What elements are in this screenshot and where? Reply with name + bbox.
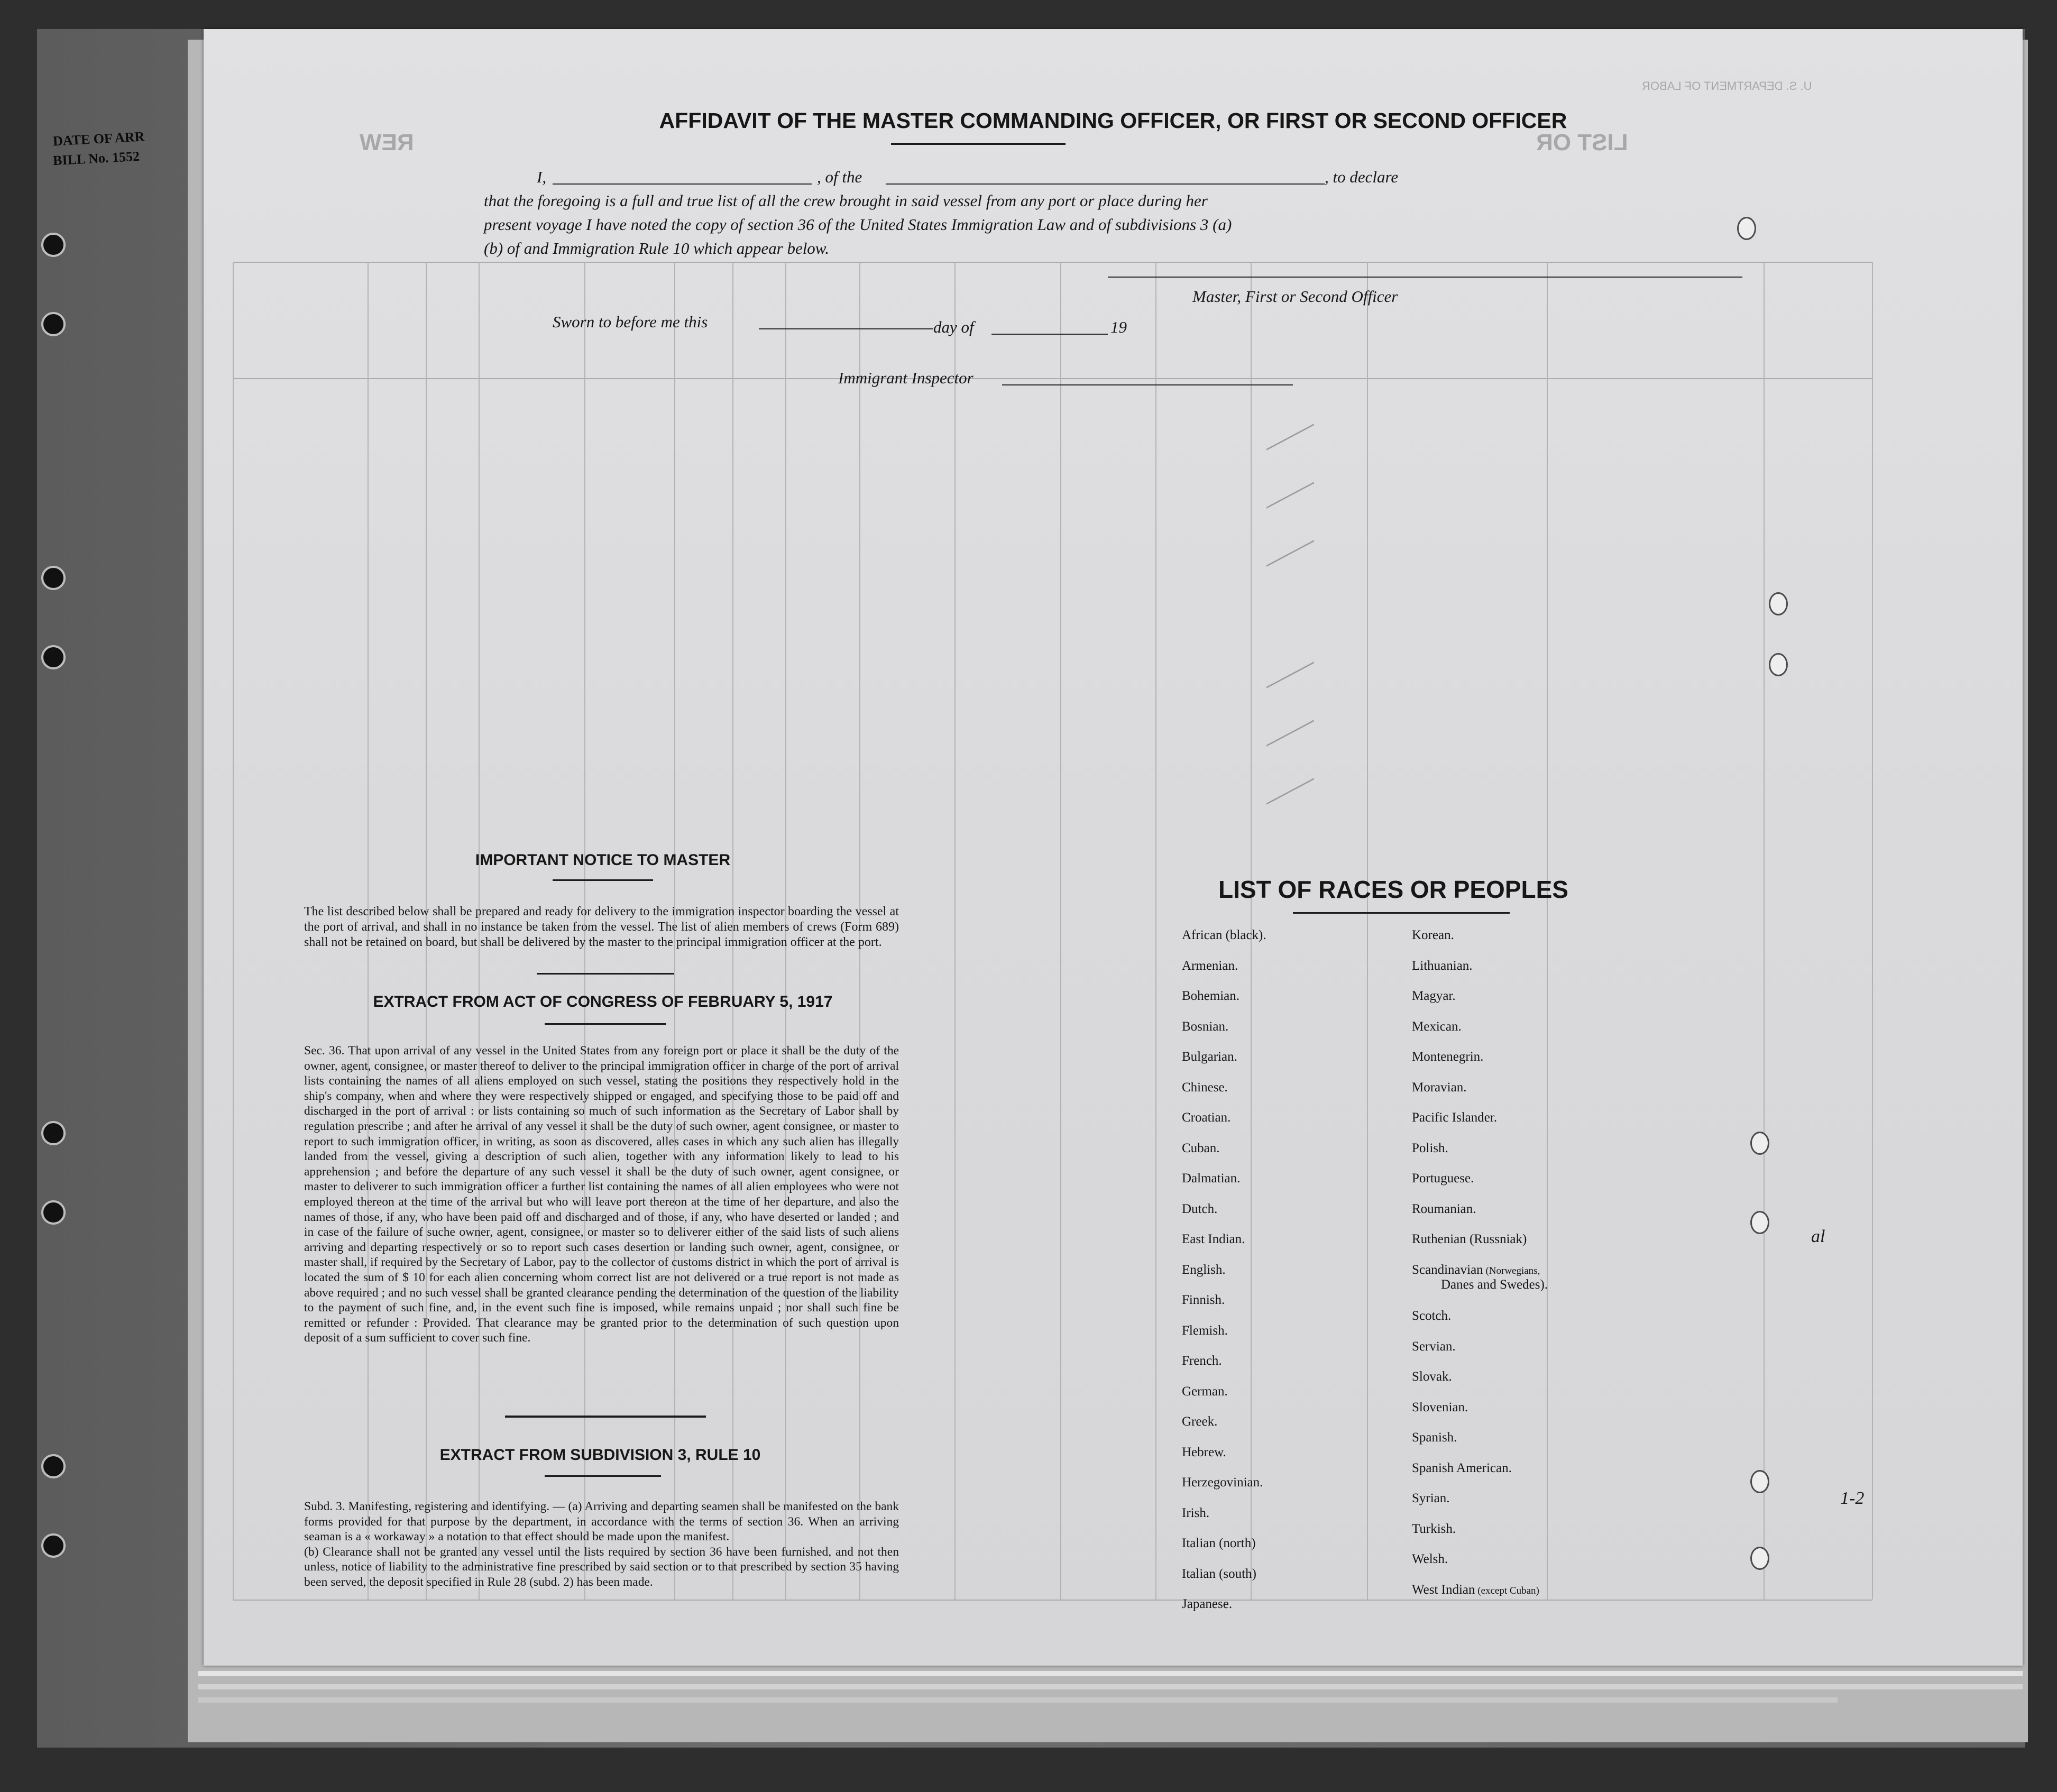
- bleed-check: [1266, 704, 1314, 747]
- race-name: Flemish.: [1182, 1323, 1228, 1338]
- bleed-list-title: LIST OR: [1536, 130, 1628, 155]
- races-left-column: [1182, 928, 1409, 1642]
- race-name: Magyar.: [1412, 989, 1456, 1003]
- race-item: [1412, 1110, 1497, 1125]
- rule-body: Subd. 3. Manifesting, registering and identifying. — (a) Arriving and departing seamen shall be manifested on the bank forms provided for that purpose by the department, in accordance with the terms of section 36. When an arriving seaman is a « workaway » a notation to that effect should be made upon the manifest. (b) Clearance shall not be granted any vessel until the lists required by section 36 have been furnished, and not then unless, notice of liability to the administrative fine prescribed by said section or to that prescribed by section 35 having been served, the deposit specified in Rule 28 (subd. 2) has been made.: [304, 1500, 899, 1589]
- race-name: Roumanian.: [1412, 1201, 1476, 1216]
- race-item: [1182, 1597, 1232, 1612]
- race-name: West Indian: [1412, 1582, 1475, 1597]
- race-name: Bulgarian.: [1182, 1050, 1237, 1064]
- race-item: [1182, 1263, 1226, 1278]
- race-name: Ruthenian (Russniak): [1412, 1232, 1527, 1246]
- race-item: [1182, 1141, 1220, 1156]
- race-name: Montenegrin.: [1412, 1050, 1484, 1064]
- race-name: Armenian.: [1182, 958, 1238, 973]
- ring-reinforcement-icon: [1769, 592, 1788, 615]
- bleed-check: [1266, 646, 1314, 688]
- act-body: Sec. 36. That upon arrival of any vessel in the United States from any foreign port or place it shall be the duty of the owner, agent, consignee, or master thereof to deliver to the principal immigration officer in charge of the port of arrival lists containing the names of all aliens employed on such vessel, stating the positions they respectively hold in the ship's company, when and where they were respectively shipped or engaged, and specifying those to be paid off and discharged in the port of arrival : or lists containing so much of such information as the Secretary of Labor shall by regulation prescribe ; and after he arrival of any vessel it shall be the duty of such owner, agent consignee, or master to report to such immigration officer, in writing, as soon as discovered, alles cases in which any such alien has illegally landed from the vessel, giving a description of such alien, together with any information likely to lead to his apprehension ; and before the departure of any such vessel it shall be the duty of such owner, agent consignee, or master to deliverer to such immigration officer a further list containing the names of all alien employees who were not employed thereon at the time of the arrival but who will leave port thereon at the time of her departure, and also the names of those, if any, who have been paid off and discharged and of those, if any, who have deserted or landed ; and in case of the failure of suche owner, agent, consignee, or master so to deliverer either of the said lists of such aliens arriving and departing respectively or so to report such cases desertion or landing such owner, agent, consignee, or master shall, if required by the Secretary of Labor, pay to the collector of customs district in which the port of arrival is located the sum of $ 10 for each alien concerning whom correct list are not delivered or a true report is not made as above required ; and no such vessel shall be granted clearance pending the determination of the question of the liability to the payment of such fine, and, in the event such fine is imposed, while remains unpaid ; nor shall such fine be remitted or refunder : Provided. That clearance may be granted prior to the determination of such question upon deposit of a sum sufficient to cover such fine.: [304, 1044, 899, 1345]
- sworn-month-blank[interactable]: [991, 334, 1108, 335]
- race-name: Spanish.: [1412, 1430, 1457, 1445]
- bleed-crew-word: REW: [360, 130, 414, 155]
- ring-reinforcement-icon: [1750, 1132, 1769, 1155]
- race-name: Polish.: [1412, 1141, 1448, 1155]
- race-name: Syrian.: [1412, 1491, 1450, 1505]
- race-item: [1182, 1293, 1225, 1308]
- bleed-check: [1266, 408, 1314, 451]
- race-name: Herzegovinian.: [1182, 1475, 1263, 1490]
- race-name: East Indian.: [1182, 1232, 1245, 1246]
- divider: [545, 1475, 661, 1477]
- race-item: [1182, 1384, 1228, 1399]
- binder-hole-icon: [41, 645, 66, 669]
- race-name: Cuban.: [1182, 1141, 1220, 1155]
- affidavit-line2: that the foregoing is a full and true list of all the crew brought in said vessel from any port or place during her: [484, 191, 1208, 210]
- binder-hole-icon: [41, 1533, 66, 1558]
- race-item: [1412, 1522, 1456, 1537]
- sheet-edge: [198, 1671, 2023, 1676]
- race-item: [1412, 1141, 1448, 1156]
- races-title: LIST OF RACES OR PEOPLES: [1218, 876, 1568, 903]
- sworn-day-blank[interactable]: [759, 328, 933, 329]
- form-page: [204, 29, 2023, 1666]
- race-note: (except Cuban): [1475, 1585, 1539, 1596]
- race-name: Mexican.: [1412, 1019, 1462, 1034]
- bleed-dept-label: U. S. DEPARTMENT OF LABOR: [1642, 79, 1812, 93]
- master-signature-label: Master, First or Second Officer: [1192, 287, 1398, 306]
- affidavit-line1-c: , to declare: [1325, 168, 1399, 186]
- inspector-label: Immigrant Inspector: [838, 369, 974, 387]
- notice-title: IMPORTANT NOTICE TO MASTER: [475, 851, 731, 869]
- sheet-edge: [198, 1684, 2023, 1689]
- inspector-signature-blank[interactable]: [1002, 384, 1293, 385]
- race-name: Scotch.: [1412, 1309, 1452, 1323]
- race-name: Scandinavian: [1412, 1262, 1483, 1277]
- race-item: [1412, 1552, 1448, 1567]
- race-item: [1412, 1400, 1468, 1415]
- ring-reinforcement-icon: [1750, 1547, 1769, 1570]
- race-item: [1412, 1309, 1451, 1324]
- divider: [545, 1023, 666, 1025]
- divider: [505, 1416, 706, 1418]
- race-name: Korean.: [1412, 928, 1454, 942]
- race-name: Dalmatian.: [1182, 1171, 1241, 1186]
- race-item: [1182, 1475, 1263, 1490]
- race-item: [1182, 1536, 1256, 1551]
- race-item: [1412, 989, 1456, 1004]
- binder-hole-icon: [41, 1454, 66, 1478]
- race-name: Hebrew.: [1182, 1445, 1226, 1459]
- binder-hole-icon: [41, 233, 66, 257]
- binder-hole-icon: [41, 1200, 66, 1225]
- race-item: [1182, 1354, 1222, 1368]
- race-name: Pacific Islander.: [1412, 1110, 1498, 1125]
- race-item: [1412, 1080, 1466, 1095]
- sworn-label: Sworn to before me this: [553, 313, 708, 331]
- name-blank[interactable]: [553, 183, 812, 185]
- sheet-edge: [198, 1697, 1838, 1703]
- bleed-grid-line: [1155, 262, 1156, 1600]
- handwritten-mark: al: [1811, 1227, 1825, 1246]
- affidavit-line1-a: I,: [537, 168, 547, 186]
- bill-number-stamp: BILL No. 1552: [52, 148, 140, 169]
- bleed-grid-line: [954, 262, 956, 1600]
- race-item: [1182, 1232, 1245, 1247]
- act-title: EXTRACT FROM ACT OF CONGRESS OF FEBRUARY 5, 1917: [373, 993, 833, 1010]
- bleed-grid-line: [233, 262, 234, 1600]
- race-name: African (black).: [1182, 928, 1266, 942]
- race-name: Italian (north): [1182, 1536, 1256, 1550]
- race-note: Danes and Swedes).: [1441, 1277, 1548, 1292]
- ring-reinforcement-icon: [1769, 653, 1788, 676]
- race-name: Welsh.: [1412, 1552, 1448, 1566]
- race-name: Chinese.: [1182, 1080, 1228, 1095]
- race-item: [1182, 1324, 1228, 1338]
- day-of-label: day of: [933, 318, 974, 336]
- race-item: [1182, 1506, 1209, 1521]
- bleed-grid-line: [1060, 262, 1061, 1600]
- race-name: German.: [1182, 1384, 1228, 1399]
- race-item: [1412, 1491, 1450, 1506]
- race-name: Moravian.: [1412, 1080, 1467, 1095]
- race-name: Bohemian.: [1182, 989, 1240, 1003]
- race-name: French.: [1182, 1354, 1222, 1368]
- race-item: [1412, 1202, 1476, 1217]
- race-item: [1412, 1050, 1483, 1064]
- race-name: Portuguese.: [1412, 1171, 1474, 1186]
- race-item: [1182, 1445, 1226, 1460]
- race-name: Servian.: [1412, 1339, 1456, 1354]
- race-item: [1412, 959, 1473, 973]
- bleed-grid-line: [1872, 262, 1873, 1600]
- race-note: (Norwegians,: [1483, 1265, 1540, 1276]
- handwritten-mark: 1-2: [1840, 1488, 1865, 1508]
- race-name: Dutch.: [1182, 1201, 1218, 1216]
- race-item: [1412, 928, 1454, 943]
- race-item: [1412, 1430, 1457, 1445]
- race-item: [1412, 1461, 1512, 1476]
- race-name: Greek.: [1182, 1414, 1218, 1429]
- ring-reinforcement-icon: [1750, 1470, 1769, 1493]
- bleed-check: [1266, 466, 1314, 509]
- race-item: [1412, 1339, 1456, 1354]
- race-name: Croatian.: [1182, 1110, 1231, 1125]
- rule-title: EXTRACT FROM SUBDIVISION 3, RULE 10: [439, 1446, 761, 1464]
- divider: [553, 879, 653, 881]
- race-item: [1182, 959, 1238, 973]
- affidavit-line3: present voyage I have noted the copy of section 36 of the United States Immigration Law and of subdivisions 3 (a): [484, 215, 1232, 234]
- race-item: [1412, 1583, 1539, 1597]
- race-name: Finnish.: [1182, 1293, 1225, 1307]
- races-right-column: [1412, 928, 1729, 1642]
- race-item: [1182, 1080, 1228, 1095]
- race-item: [1182, 1050, 1237, 1064]
- race-item: [1182, 1414, 1217, 1429]
- race-name: Slovenian.: [1412, 1400, 1468, 1414]
- race-item: [1182, 1567, 1256, 1582]
- binder-hole-icon: [41, 312, 66, 336]
- notice-body: The list described below shall be prepared and ready for delivery to the immigration inspector boarding the vessel at the port of arrival, and shall in no instance be taken from the vessel. The list of alien members of crews (Form 689) shall not be retained on board, but shall be delivered by the master to the principal immigration officer at the port.: [304, 905, 899, 949]
- race-name: Japanese.: [1182, 1597, 1233, 1611]
- affidavit-line4: (b) of and Immigration Rule 10 which appear below.: [484, 239, 829, 258]
- bleed-grid-line: [1764, 262, 1765, 1600]
- affidavit-line1-b: , of the: [817, 168, 862, 186]
- affidavit-title: AFFIDAVIT OF THE MASTER COMMANDING OFFICER, OR FIRST OR SECOND OFFICER: [659, 108, 1567, 133]
- race-item: [1182, 928, 1266, 943]
- date-stamp: DATE OF ARR: [52, 128, 145, 149]
- race-item: [1182, 1171, 1240, 1186]
- race-item: [1182, 989, 1239, 1004]
- race-name: Turkish.: [1412, 1521, 1456, 1536]
- race-name: English.: [1182, 1262, 1226, 1277]
- race-name: Spanish American.: [1412, 1460, 1512, 1475]
- race-name: Lithuanian.: [1412, 958, 1473, 973]
- vessel-blank[interactable]: [886, 183, 1325, 185]
- race-item: [1182, 1202, 1217, 1217]
- binder-hole-icon: [41, 566, 66, 590]
- divider: [891, 143, 1066, 145]
- binder-hole-icon: [41, 1121, 66, 1145]
- race-item: [1412, 1019, 1462, 1034]
- year-prefix: 19: [1110, 318, 1127, 336]
- race-name: Slovak.: [1412, 1370, 1452, 1384]
- race-name: Bosnian.: [1182, 1019, 1229, 1034]
- race-name: Italian (south): [1182, 1566, 1256, 1581]
- race-item: [1412, 1171, 1474, 1186]
- divider: [1293, 912, 1510, 914]
- divider: [537, 973, 674, 975]
- ring-reinforcement-icon: [1737, 217, 1756, 240]
- master-signature-blank[interactable]: [1108, 277, 1742, 278]
- race-item: [1182, 1019, 1228, 1034]
- race-item: [1412, 1370, 1452, 1384]
- bleed-check: [1266, 762, 1314, 805]
- bleed-check: [1266, 524, 1314, 567]
- race-item: [1412, 1263, 1548, 1292]
- race-name: Irish.: [1182, 1505, 1210, 1520]
- race-item: [1412, 1232, 1527, 1247]
- race-item: [1182, 1110, 1230, 1125]
- ring-reinforcement-icon: [1750, 1211, 1769, 1234]
